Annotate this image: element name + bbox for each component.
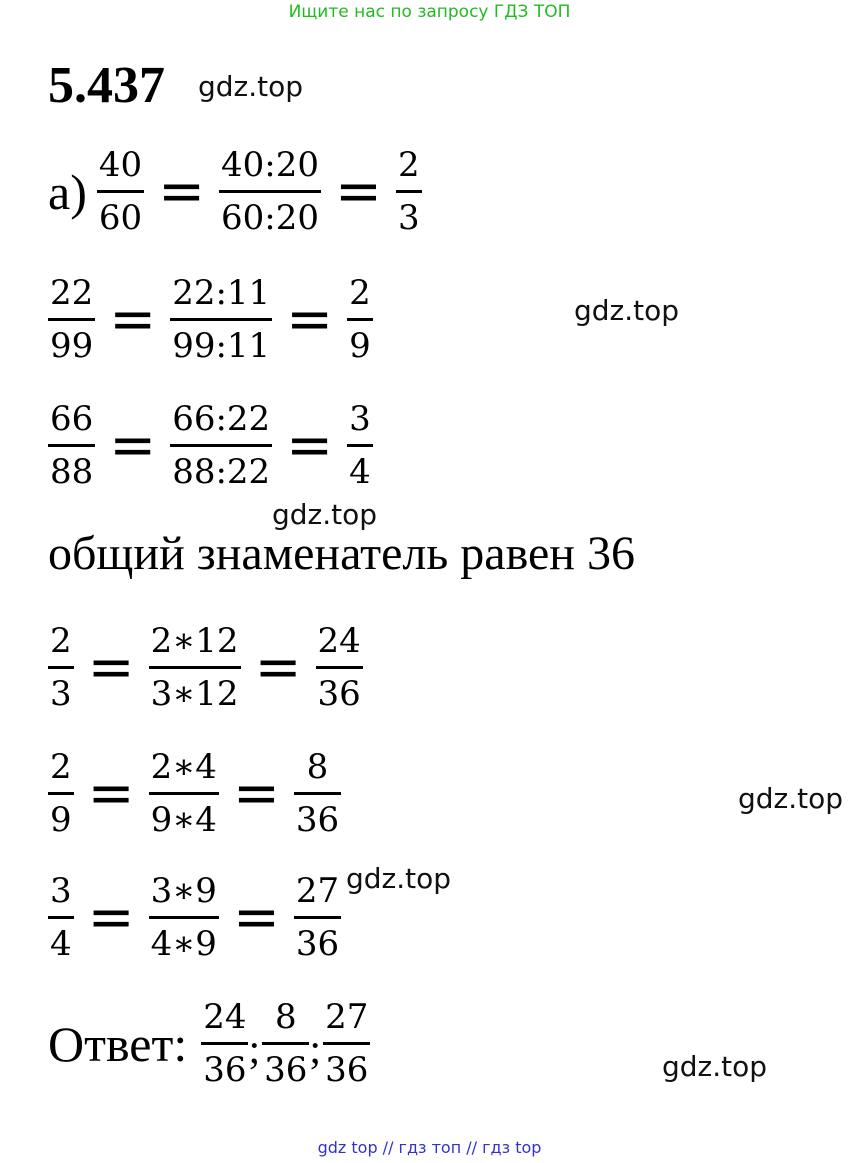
numerator: 27 <box>325 997 369 1037</box>
equals-sign: = <box>286 412 334 478</box>
numerator: 66 <box>50 399 94 439</box>
denominator: 3∗12 <box>150 674 239 714</box>
numerator: 40 <box>98 145 143 185</box>
denominator: 9∗4 <box>150 800 217 840</box>
fraction <box>201 997 248 1090</box>
equals-sign: = <box>87 760 135 826</box>
fraction <box>396 145 422 238</box>
watermark: gdz.top <box>346 862 452 895</box>
denominator: 9 <box>349 326 371 366</box>
answer-label: Ответ: <box>48 1015 188 1072</box>
denominator: 60 <box>98 198 143 238</box>
denominator: 88:22 <box>172 452 271 492</box>
fraction <box>323 997 370 1090</box>
equals-sign: = <box>286 286 334 352</box>
fraction <box>48 871 74 964</box>
numerator: 2∗12 <box>150 621 239 661</box>
fraction <box>347 273 373 366</box>
denominator: 4∗9 <box>150 924 217 964</box>
denominator: 4 <box>349 452 371 492</box>
common-denominator-text: общий знаменатель равен 36 <box>48 527 635 580</box>
equals-sign: = <box>87 634 135 700</box>
numerator: 2∗4 <box>150 747 217 787</box>
numerator: 2 <box>50 747 72 787</box>
numerator: 3 <box>349 399 371 439</box>
fraction <box>149 871 219 964</box>
denominator: 88 <box>50 452 94 492</box>
fraction <box>347 399 373 492</box>
denominator: 36 <box>317 674 361 714</box>
denominator: 99:11 <box>172 326 271 366</box>
conversion-1 <box>48 621 363 714</box>
equals-sign: = <box>232 884 280 950</box>
denominator: 60:20 <box>221 198 320 238</box>
numerator: 2 <box>50 621 72 661</box>
fraction <box>149 747 219 840</box>
watermark: gdz.top <box>662 1050 768 1083</box>
denominator: 36 <box>264 1050 308 1090</box>
denominator: 36 <box>203 1050 247 1090</box>
denominator: 99 <box>50 326 94 366</box>
numerator: 8 <box>274 997 297 1037</box>
fraction <box>294 871 341 964</box>
equation-a2 <box>48 273 373 366</box>
fraction <box>97 145 144 238</box>
equals-sign: = <box>232 760 280 826</box>
conversion-3 <box>48 871 341 964</box>
equals-sign: = <box>158 158 206 224</box>
numerator: 24 <box>317 621 361 661</box>
footer-links: gdz top // гдз топ // гдз top <box>317 1138 542 1157</box>
numerator: 24 <box>203 997 247 1037</box>
fraction <box>170 273 272 366</box>
part-a-label: а) <box>48 163 87 220</box>
watermark: gdz.top <box>272 498 378 531</box>
numerator: 8 <box>306 747 329 787</box>
equals-sign: = <box>109 286 157 352</box>
fraction <box>294 747 341 840</box>
numerator: 2 <box>397 145 420 185</box>
equation-a3 <box>48 399 373 492</box>
fraction <box>48 273 95 366</box>
equals-sign: = <box>254 634 302 700</box>
fraction <box>262 997 309 1090</box>
numerator: 27 <box>295 871 340 911</box>
numerator: 40:20 <box>221 145 320 185</box>
numerator: 3∗9 <box>150 871 217 911</box>
conversion-2 <box>48 747 341 840</box>
fraction <box>48 621 74 714</box>
fraction <box>48 399 95 492</box>
denominator: 4 <box>50 924 72 964</box>
fraction <box>170 399 272 492</box>
denominator: 3 <box>50 674 72 714</box>
numerator: 22:11 <box>172 273 271 313</box>
denominator: 36 <box>295 800 340 840</box>
watermark: gdz.top <box>574 294 680 327</box>
site-label: gdz.top <box>198 70 304 103</box>
numerator: 3 <box>50 871 72 911</box>
numerator: 2 <box>349 273 371 313</box>
problem-number: 5.437 <box>48 57 165 114</box>
fraction <box>316 621 363 714</box>
denominator: 36 <box>325 1050 369 1090</box>
equals-sign: = <box>87 884 135 950</box>
equals-sign: = <box>109 412 157 478</box>
denominator: 36 <box>295 924 340 964</box>
fraction <box>149 621 241 714</box>
numerator: 22 <box>50 273 94 313</box>
watermark: gdz.top <box>738 782 844 815</box>
numerator: 66:22 <box>172 399 271 439</box>
fraction <box>48 747 74 840</box>
denominator: 9 <box>50 800 72 840</box>
separator: ; <box>248 1026 261 1073</box>
fraction <box>219 145 321 238</box>
separator: ; <box>309 1026 322 1073</box>
equals-sign: = <box>335 158 382 224</box>
answer-line <box>48 997 370 1090</box>
equation-a1 <box>48 145 422 238</box>
denominator: 3 <box>397 198 420 238</box>
top-banner: Ищите нас по запросу ГДЗ ТОП <box>288 2 571 22</box>
